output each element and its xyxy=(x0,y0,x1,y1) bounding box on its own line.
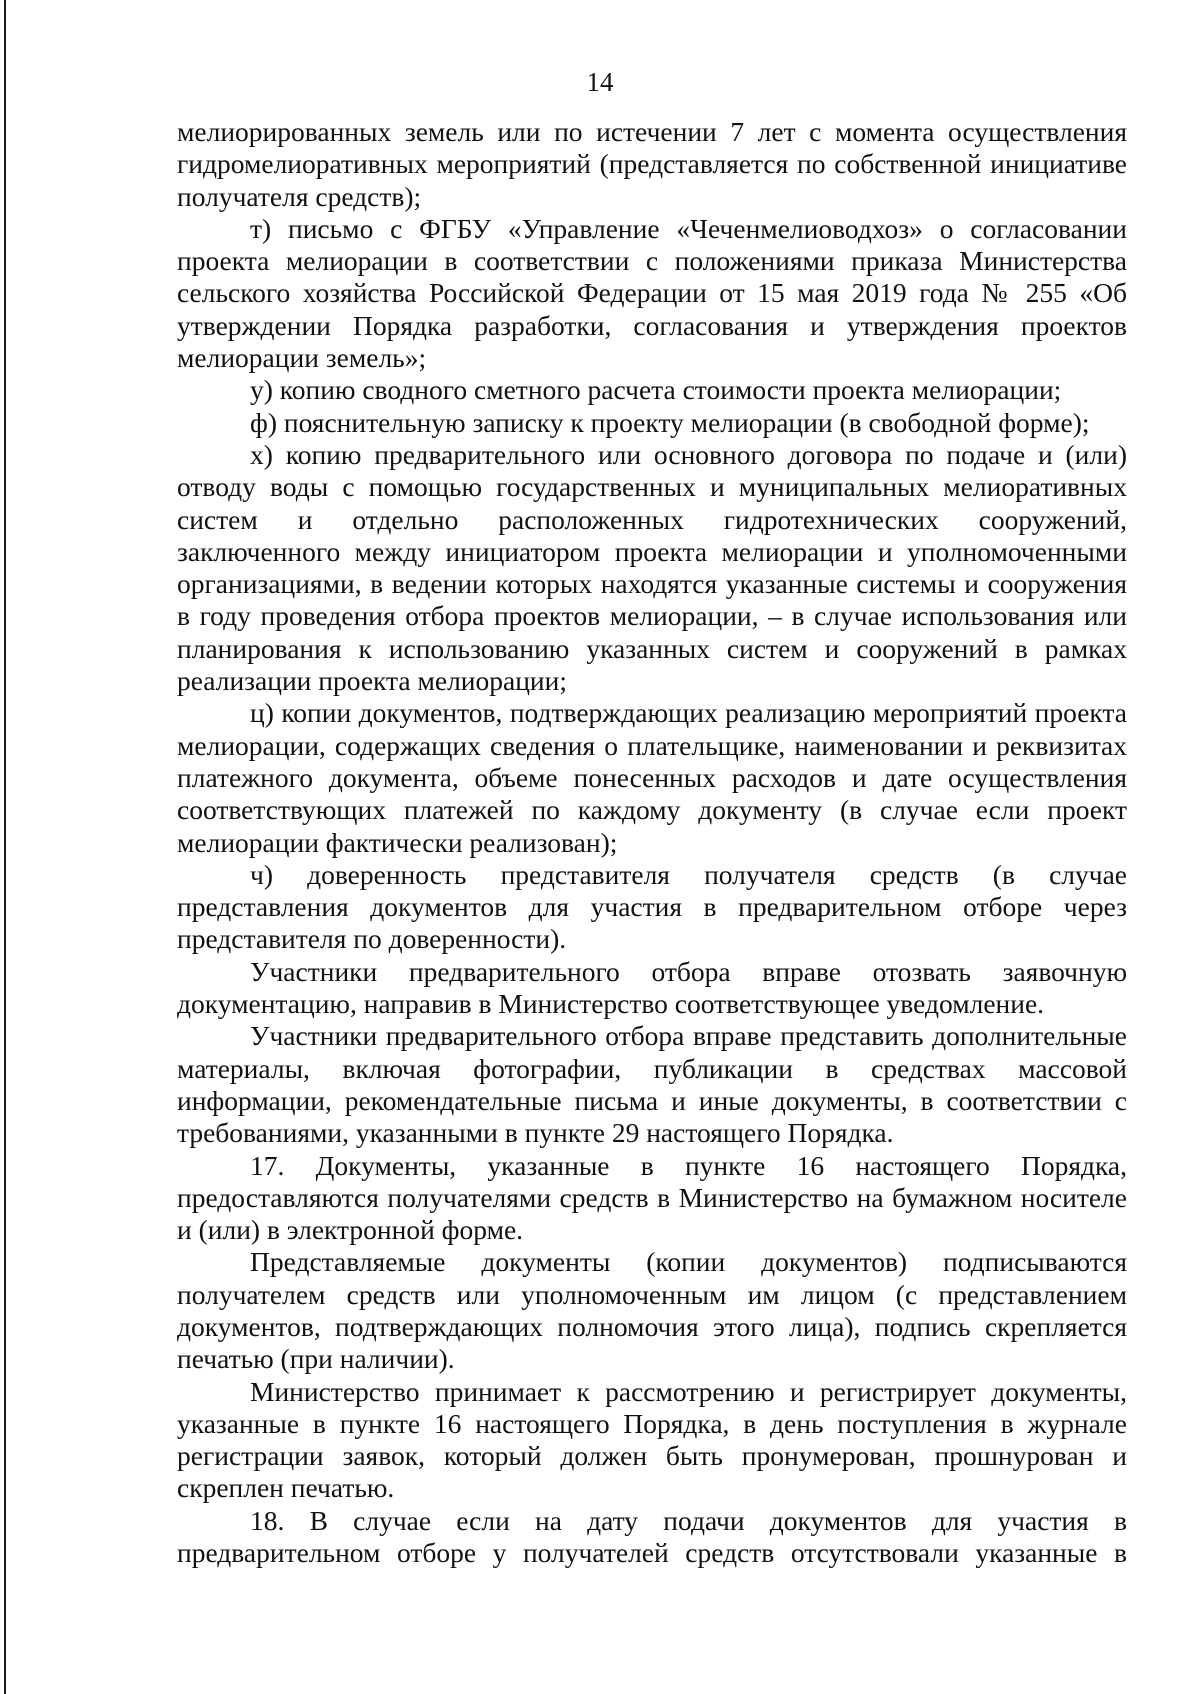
paragraph-continuation: мелиорированных земель или по истечении 7 лет с момента осуществления гидромелиоративных мероприятий (представляется по собственной инициативе получателя средств); xyxy=(177,116,1127,212)
paragraph-item-f: ф) пояснительную записку к проекту мелиорации (в свободной форме); xyxy=(250,406,1090,438)
paragraph-additional-materials: Участники предварительного отбора вправе представить дополнительные материалы, включая фотографии, публикации в средствах массовой информации, рекомендательные письма и иные документы, в соответствии с требованиями, указанными в пункте 29 настоящего Порядка. xyxy=(177,1020,1127,1149)
paragraph-clause-18: 18. В случае если на дату подачи документов для участия в предварительном отборе у получателей средств отсутствовали указанные в xyxy=(177,1504,1127,1569)
page-number: 14 xyxy=(586,67,614,97)
paragraph-registration: Министерство принимает к рассмотрению и регистрирует документы, указанные в пункте 16 настоящего Порядка, в день поступления в журнале регистрации заявок, который должен быть пронумерован, прошнурован и скреплен печатью. xyxy=(177,1375,1127,1504)
paragraph-item-ch: ч) доверенность представителя получателя средств (в случае представления документов для участия в предварительном отборе через представителя по доверенности). xyxy=(177,858,1127,955)
paragraph-clause-17: 17. Документы, указанные в пункте 16 настоящего Порядка, предоставляются получателями средств в Министерство на бумажном носителе и (или) в электронной форме. xyxy=(177,1149,1127,1246)
page-edge-line xyxy=(4,0,6,1694)
paragraph-item-t: т) письмо с ФГБУ «Управление «Чеченмелиоводхоз» о согласовании проекта мелиорации в соответствии с положениями приказа Министерства сельского хозяйства Российской Федерации от 15 мая 2019 года № 255 «Об утверждении Порядка разработки, согласования и утверждения проектов мелиорации земель»; xyxy=(177,212,1127,374)
document-body xyxy=(177,116,1127,1569)
paragraph-signing-documents: Представляемые документы (копии документов) подписываются получателем средств или уполномоченным им лицом (с представлением документов, подтверждающих полномочия этого лица), подпись скрепляется печатью (при наличии). xyxy=(177,1246,1127,1375)
paragraph-item-ts: ц) копии документов, подтверждающих реализацию мероприятий проекта мелиорации, содержащих сведения о плательщике, наименовании и реквизитах платежного документа, объеме понесенных расходов и дате осуществления соответствующих платежей по каждому документу (в случае если проект мелиорации фактически реализован); xyxy=(177,697,1127,858)
paragraph-item-kh: х) копию предварительного или основного договора по подаче и (или) отводу воды с помощью государственных и муниципальных мелиоративных систем и отдельно расположенных гидротехнических сооружений, заключенного между инициатором проекта мелиорации и уполномоченными организациями, в ведении которых находятся указанные системы и сооружения в году проведения отбора проектов мелиорации, – в случае использования или планирования к использованию указанных систем и сооружений в рамках реализации проекта мелиорации; xyxy=(177,438,1127,697)
paragraph-withdraw-application: Участники предварительного отбора вправе отозвать заявочную документацию, направив в Министерство соответствующее уведомление. xyxy=(177,955,1127,1020)
paragraph-item-u: у) копию сводного сметного расчета стоимости проекта мелиорации; xyxy=(250,374,1062,406)
